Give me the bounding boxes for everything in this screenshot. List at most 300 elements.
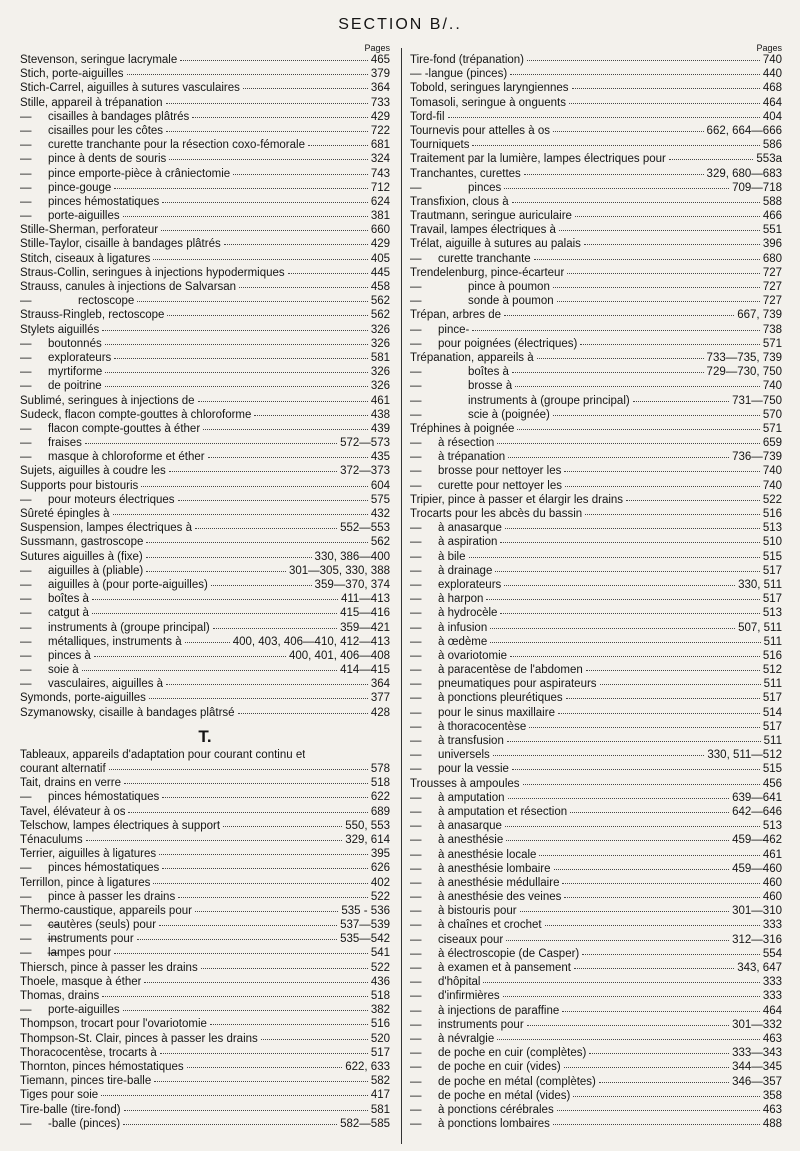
entry-text: Telschow, lampes électriques à support — [20, 819, 221, 832]
page-ref: 330, 511—512 — [707, 749, 782, 762]
index-entry — [20, 932, 390, 946]
ditto-dash: — — [20, 295, 32, 308]
entry-text: Stitch, ciseaux à ligatures — [20, 252, 151, 265]
entry-term — [20, 1032, 258, 1046]
ditto-dash: — — [410, 720, 422, 733]
index-entry — [410, 550, 782, 564]
leader-dots — [520, 911, 730, 912]
index-entry — [20, 138, 390, 152]
index-entry — [410, 1060, 782, 1074]
entry-term — [20, 904, 192, 918]
index-entry — [410, 876, 782, 890]
entry-text: à amputation — [438, 791, 505, 804]
page-ref: 733—735, 739 — [706, 351, 782, 364]
page-ref: 712 — [370, 181, 390, 194]
page-ref: 681 — [370, 139, 390, 152]
index-entry — [20, 110, 390, 124]
ditto-dash: — — [410, 678, 422, 691]
page-ref: 463 — [762, 1032, 782, 1045]
entry-term — [20, 436, 82, 450]
ditto-dash: — — [20, 451, 32, 464]
page-ref: 518 — [370, 990, 390, 1002]
entry-text: porte-aiguilles — [48, 210, 120, 223]
leader-dots — [506, 840, 729, 841]
entry-term — [410, 1004, 559, 1018]
page-ref: 722 — [370, 124, 390, 137]
entry-text: à thoracocentèse — [438, 720, 527, 733]
leader-dots — [589, 1053, 729, 1054]
page-ref: 364 — [370, 678, 390, 691]
leader-dots — [569, 103, 760, 104]
index-entry — [20, 394, 390, 408]
entry-term — [410, 308, 501, 322]
index-entry — [410, 138, 782, 152]
page-ref: 359—421 — [340, 621, 390, 634]
ditto-dash: — — [410, 933, 422, 946]
entry-term — [20, 252, 150, 266]
index-entry — [410, 1018, 782, 1032]
page-ref: 511 — [763, 735, 782, 747]
page-ref: 324 — [370, 153, 390, 166]
entry-text: Trépanation, appareils à — [410, 351, 534, 364]
page-ref: 517 — [370, 1046, 390, 1059]
page-ref: 402 — [370, 876, 390, 889]
entry-term — [410, 762, 509, 776]
index-entry — [410, 394, 782, 408]
index-entry — [410, 1046, 782, 1060]
entry-term — [20, 805, 125, 819]
ditto-dash: — — [20, 366, 32, 379]
entry-term — [20, 96, 163, 110]
leader-dots — [109, 769, 368, 770]
page-ref: 727 — [762, 266, 782, 279]
entry-text: — -langue (pinces) — [410, 68, 508, 81]
index-entry — [410, 67, 782, 81]
leader-dots — [261, 1039, 368, 1040]
entry-text: universels — [438, 749, 490, 762]
leader-dots — [141, 486, 368, 487]
page-ref: 562 — [370, 536, 390, 549]
entry-text: Trélat, aiguille à sutures au palais — [410, 238, 581, 251]
index-entry — [410, 833, 782, 847]
page-ref: 364 — [370, 82, 390, 95]
index-entry — [410, 606, 782, 620]
entry-text: à anasarque — [438, 820, 502, 833]
leader-dots — [553, 1124, 760, 1125]
page-ref: 440 — [762, 68, 782, 81]
ditto-dash: — — [410, 1018, 422, 1031]
entry-term — [410, 81, 569, 95]
leader-dots — [669, 159, 754, 160]
leader-dots — [504, 585, 735, 586]
entry-term — [20, 677, 163, 691]
ditto-dash: — — — [20, 947, 59, 960]
entry-term — [410, 195, 509, 209]
ditto-dash: — — [20, 664, 32, 677]
leader-dots — [539, 855, 759, 856]
index-entry — [410, 989, 782, 1003]
ditto-dash: — — [20, 110, 32, 123]
page-ref: 459—462 — [732, 834, 782, 847]
ditto-dash: — — [20, 1117, 32, 1130]
entry-text: Straus-Collin, seringues à injections hypodermiques — [20, 266, 285, 279]
index-entry — [410, 904, 782, 918]
entry-term — [20, 124, 163, 138]
entry-term — [20, 621, 210, 635]
entry-text: instruments à (groupe principal) — [48, 621, 210, 634]
page-ref: 535 - 536 — [341, 904, 390, 917]
index-entry — [410, 181, 782, 195]
leader-dots — [490, 642, 760, 643]
leader-dots — [114, 358, 368, 359]
entry-text: instruments à (groupe principal) — [468, 394, 630, 407]
page-ref: 435 — [370, 451, 390, 464]
leader-dots — [154, 1081, 368, 1082]
leader-dots — [483, 982, 759, 983]
entry-text: Stylets aiguillés — [20, 323, 100, 336]
page-ref: 660 — [370, 224, 390, 237]
entry-term — [410, 521, 502, 535]
page-ref: 516 — [762, 508, 782, 520]
index-entry — [20, 96, 390, 110]
entry-term — [20, 1046, 157, 1060]
entry-text: fraises — [48, 437, 82, 450]
entry-term — [410, 1117, 550, 1131]
index-entry — [20, 606, 390, 620]
entry-term — [410, 365, 509, 379]
page-ref: 626 — [370, 862, 390, 875]
page-ref: 731—750 — [732, 394, 782, 407]
entry-term — [410, 947, 579, 961]
entry-text: Tableaux, appareils d'adaptation pour courant continu et — [20, 748, 306, 761]
leader-dots — [102, 996, 368, 997]
entry-text: Tiemann, pinces tire-balle — [20, 1075, 152, 1088]
entry-text: pour le sinus maxillaire — [438, 706, 555, 719]
entry-text: Thiersch, pince à passer les drains — [20, 961, 198, 974]
entry-term — [410, 550, 466, 564]
entry-text: à œdème — [438, 635, 488, 648]
leader-dots — [224, 244, 368, 245]
leader-dots — [201, 968, 368, 969]
index-entry — [410, 691, 782, 705]
entry-text: d'hôpital — [438, 976, 481, 989]
page-ref: 512 — [762, 664, 782, 677]
entry-term — [410, 876, 559, 890]
page-ref: 571 — [762, 422, 782, 435]
leader-dots — [195, 528, 337, 529]
leader-dots — [159, 925, 337, 926]
entry-text: pinces hémostatiques — [48, 195, 160, 208]
leader-dots — [512, 202, 760, 203]
leader-dots — [486, 599, 759, 600]
page-ref: 517 — [762, 593, 782, 606]
entry-term — [20, 223, 158, 237]
leader-dots — [169, 159, 368, 160]
entry-term — [20, 961, 198, 975]
entry-text: Thoracocentèse, trocarts à — [20, 1046, 157, 1059]
entry-term — [20, 649, 91, 663]
page-ref: 740 — [762, 380, 782, 393]
index-entry — [410, 1117, 782, 1131]
entry-term — [20, 1074, 151, 1088]
entry-term — [20, 847, 156, 861]
page-ref: 346—357 — [732, 1075, 782, 1088]
entry-term — [20, 379, 102, 393]
entry-term — [20, 280, 236, 294]
page-ref: 343, 647 — [737, 962, 782, 974]
index-entry — [20, 209, 390, 223]
entry-term — [20, 578, 208, 592]
entry-text: instruments pour — [48, 933, 134, 946]
ditto-dash: — — [20, 351, 32, 364]
index-entry — [20, 635, 390, 649]
entry-text: pour moteurs électriques — [48, 493, 175, 506]
page-ref: 312—316 — [732, 933, 782, 946]
leader-dots — [92, 599, 338, 600]
index-entry — [410, 507, 782, 521]
index-entry — [20, 1017, 390, 1031]
leader-dots — [105, 344, 368, 345]
page-ref: 344—345 — [732, 1061, 782, 1074]
entry-term — [20, 776, 121, 790]
ditto-dash: — — [410, 550, 422, 563]
entry-text: pinces — [468, 181, 502, 194]
entry-term — [20, 408, 251, 422]
index-entry — [20, 578, 390, 592]
entry-text: pinces hémostatiques — [48, 862, 160, 875]
page-ref: 468 — [762, 82, 782, 95]
entry-term — [410, 933, 503, 947]
index-entry — [20, 464, 390, 478]
index-entry — [20, 989, 390, 1003]
page-ref: 330, 511 — [738, 578, 782, 591]
entry-text: de poche en métal (complètes) — [438, 1075, 596, 1088]
page-ref: 438 — [370, 408, 390, 421]
entry-term — [20, 989, 99, 1003]
entry-text: pour poignées (électriques) — [438, 337, 578, 350]
page-ref: 456 — [762, 777, 782, 790]
index-entry — [410, 734, 782, 748]
page-ref: 552—553 — [340, 522, 390, 535]
entry-text: à ponctions cérébrales — [438, 1103, 554, 1116]
right-column — [410, 43, 782, 1131]
entry-term — [20, 564, 143, 578]
ditto-dash: — — [410, 763, 422, 776]
index-entry — [410, 592, 782, 606]
entry-term — [20, 493, 175, 507]
entry-term — [20, 876, 150, 890]
entry-term — [20, 507, 110, 521]
entry-text: pinces à — [48, 649, 91, 662]
page-ref: 333 — [762, 990, 782, 1003]
leader-dots — [497, 443, 760, 444]
index-entry — [410, 720, 782, 734]
ditto-dash: — — [20, 493, 32, 506]
leader-dots — [101, 1095, 368, 1096]
entry-text: à anesthésie des veines — [438, 891, 562, 904]
index-entry — [410, 308, 782, 322]
page-ref: 510 — [762, 536, 782, 549]
entry-text: porte-aiguilles — [48, 1004, 120, 1017]
index-entry — [20, 266, 390, 280]
page-ref: 582—585 — [340, 1117, 390, 1130]
index-entry — [410, 1075, 782, 1089]
index-entry — [410, 195, 782, 209]
index-entry — [20, 493, 390, 507]
leader-dots — [238, 713, 368, 714]
page-ref: 326 — [370, 380, 390, 393]
entry-text: Strauss, canules à injections de Salvarsan — [20, 281, 237, 293]
index-entry — [410, 493, 782, 507]
entry-term — [410, 96, 566, 110]
entry-text: métalliques, instruments à — [48, 635, 182, 648]
ditto-dash: — — [410, 1118, 422, 1131]
entry-text: Terrier, aiguilles à ligatures — [20, 848, 157, 861]
entry-term — [410, 777, 520, 791]
leader-dots — [600, 684, 761, 685]
page-ref: 689 — [370, 805, 390, 818]
leader-dots — [559, 230, 760, 231]
page-ref: 465 — [370, 54, 390, 66]
entry-term — [20, 266, 285, 280]
entry-term — [20, 1060, 184, 1074]
ditto-dash: — — [20, 437, 32, 450]
ditto-dash: — — [410, 635, 422, 648]
page-ref: 429 — [370, 110, 390, 123]
entry-term — [20, 592, 89, 606]
entry-text: sonde à poumon — [468, 295, 554, 308]
index-entry — [20, 890, 390, 904]
ditto-dash: — — [20, 195, 32, 208]
leader-dots — [564, 1067, 729, 1068]
entry-text: courant alternatif — [20, 763, 106, 775]
ditto-dash: — — [410, 735, 422, 747]
page-ref: 460 — [762, 891, 782, 904]
index-entry — [410, 464, 782, 478]
leader-dots — [162, 797, 368, 798]
page-ref: 604 — [370, 479, 390, 492]
entry-text: Trousses à ampoules — [410, 777, 520, 790]
entry-text: rectoscope — [78, 295, 135, 308]
page-ref: 733 — [370, 96, 390, 109]
entry-term — [410, 833, 503, 847]
ditto-dash: — — [410, 479, 422, 492]
index-entry — [410, 975, 782, 989]
entry-term — [410, 592, 483, 606]
index-entry — [410, 422, 782, 436]
leader-dots — [500, 613, 759, 614]
entry-term — [20, 819, 220, 833]
ditto-dash: — — [410, 593, 422, 606]
entry-term — [410, 961, 571, 975]
entry-text: Thornton, pinces hémostatiques — [20, 1060, 184, 1073]
entry-term — [410, 720, 526, 734]
entry-text: instruments pour — [438, 1018, 524, 1031]
entry-term — [20, 550, 143, 564]
entry-text: à paracentèse de l'abdomen — [438, 664, 583, 677]
leader-dots — [505, 528, 760, 529]
ditto-dash: — — [410, 1103, 422, 1116]
index-entry — [410, 677, 782, 691]
leader-dots — [160, 1053, 368, 1054]
entry-term — [20, 152, 166, 166]
index-entry — [20, 450, 390, 464]
entry-text: à anesthésie locale — [438, 848, 537, 861]
page-ref: 513 — [762, 607, 782, 620]
index-entry — [410, 237, 782, 251]
entry-text: curette tranchante pour la résection coxo-fémorale — [48, 139, 305, 152]
leader-dots — [123, 1124, 337, 1125]
entry-term — [20, 1017, 207, 1031]
entry-term — [20, 1003, 120, 1017]
leader-dots — [545, 925, 760, 926]
entry-term — [20, 606, 89, 620]
index-entry — [410, 1103, 782, 1117]
leader-dots — [505, 826, 760, 827]
index-entry — [410, 663, 782, 677]
entry-term — [410, 237, 581, 251]
entry-text: ciseaux pour — [438, 933, 504, 946]
index-entry — [410, 450, 782, 464]
page-ref: 639—641 — [732, 791, 782, 804]
leader-dots — [469, 557, 760, 558]
ditto-dash: — — [410, 408, 422, 421]
index-entry — [410, 621, 782, 635]
leader-dots — [166, 131, 368, 132]
leader-dots — [534, 259, 760, 260]
leader-dots — [208, 457, 368, 458]
entry-text: de poche en métal (vides) — [438, 1089, 571, 1102]
page-ref: 333—343 — [732, 1047, 782, 1060]
entry-text: pince- — [438, 323, 470, 336]
entry-text: explorateurs — [48, 351, 112, 364]
entry-term — [410, 1046, 586, 1060]
leader-dots — [308, 145, 368, 146]
index-entry — [410, 266, 782, 280]
index-entry — [410, 1004, 782, 1018]
page-ref: 396 — [762, 238, 782, 251]
index-entry — [410, 961, 782, 975]
leader-dots — [137, 939, 337, 940]
leader-dots — [213, 628, 337, 629]
entry-text: pneumatiques pour aspirateurs — [438, 678, 597, 691]
entry-text: à aspiration — [438, 536, 498, 549]
entry-term — [20, 932, 134, 946]
page-ref: 740 — [762, 479, 782, 492]
index-entry — [410, 890, 782, 904]
leader-dots — [564, 471, 759, 472]
ditto-dash: — — [410, 876, 422, 889]
entry-term — [410, 564, 492, 578]
entry-term — [410, 223, 556, 237]
ditto-dash: — — [410, 578, 422, 591]
entry-term — [410, 280, 550, 294]
page-ref: 513 — [762, 522, 782, 535]
page-ref: 622 — [370, 791, 390, 804]
entry-text: Travail, lampes électriques à — [410, 224, 556, 237]
leader-dots — [584, 244, 760, 245]
entry-text: à ponctions pleurétiques — [438, 692, 563, 705]
entry-term — [410, 862, 551, 876]
index-entry — [410, 379, 782, 393]
entry-text: à névralgie — [438, 1032, 495, 1045]
ditto-dash: — — [410, 1089, 422, 1102]
leader-dots — [128, 812, 367, 813]
index-entry — [410, 223, 782, 237]
entry-text: Tiges pour soie — [20, 1089, 99, 1102]
leader-dots — [512, 769, 760, 770]
page-ref: 326 — [370, 337, 390, 350]
